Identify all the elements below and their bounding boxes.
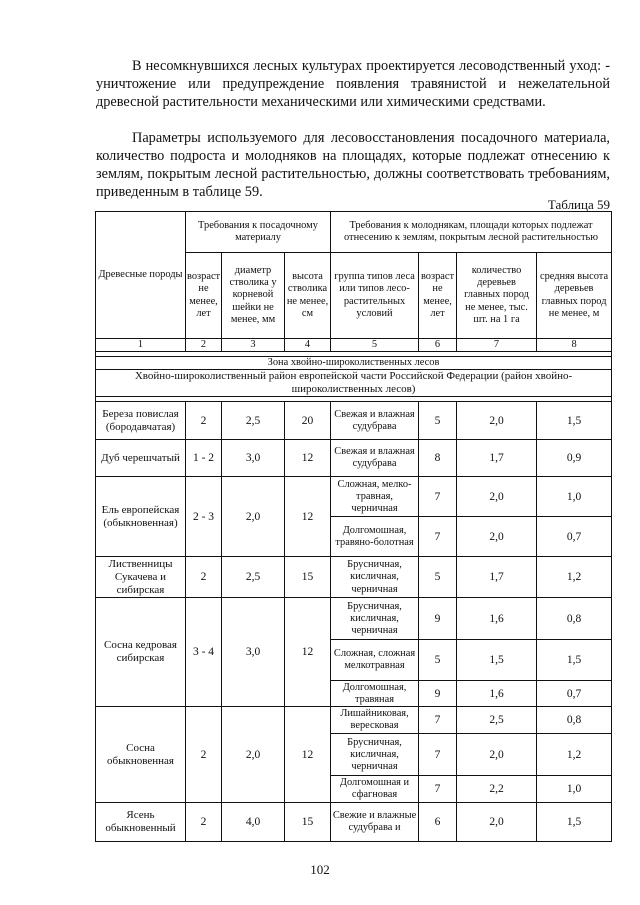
young-count: 2,0 (457, 477, 537, 517)
planting-age: 2 (186, 803, 222, 842)
young-height: 0,7 (537, 517, 612, 557)
species-name: Ясень обыкновенный (96, 803, 186, 842)
header-group-planting: Требования к посадочному материалу (186, 212, 331, 253)
planting-age: 1 - 2 (186, 440, 222, 477)
requirements-table (95, 211, 612, 842)
species-name: Дуб черешчатый (96, 440, 186, 477)
forest-type: Лишайниковая, вересковая (331, 707, 419, 734)
young-height: 1,5 (537, 640, 612, 681)
young-count: 2,2 (457, 776, 537, 803)
column-number: 1 (96, 339, 186, 352)
young-count: 2,0 (457, 734, 537, 776)
young-height: 1,2 (537, 734, 612, 776)
young-height: 1,5 (537, 803, 612, 842)
planting-diameter: 2,5 (222, 402, 285, 440)
header-col-7: количество деревьев главных пород не менее, тыс. шт. на 1 га (457, 253, 537, 339)
table-row (96, 707, 612, 734)
young-height: 0,8 (537, 707, 612, 734)
intro-paragraph-2 (96, 129, 610, 201)
column-number: 4 (285, 339, 331, 352)
young-age: 5 (419, 402, 457, 440)
forest-type: Долгомошная и сфагновая (331, 776, 419, 803)
forest-type: Долгомошная, травяная (331, 681, 419, 707)
young-count: 2,0 (457, 803, 537, 842)
forest-type: Брусничная, кисличная, черничная (331, 598, 419, 640)
column-number: 3 (222, 339, 285, 352)
planting-diameter: 3,0 (222, 598, 285, 707)
intro-paragraph-1-text: В несомкнувшихся лесных культурах проектируется лесоводственный уход: - уничтожение или предупреждение появления травянистой и нежелательной древесной растительности механическими или химическими средствами. (96, 58, 610, 110)
forest-type: Свежая и влажная судубрава (331, 402, 419, 440)
young-count: 2,5 (457, 707, 537, 734)
zone-title: Зона хвойно-широколиственных лесов (96, 357, 612, 370)
planting-height: 12 (285, 598, 331, 707)
header-col-8: средняя высота деревьев главных пород не менее, м (537, 253, 612, 339)
young-age: 6 (419, 803, 457, 842)
header-col-2: возраст не менее, лет (186, 253, 222, 339)
column-number: 2 (186, 339, 222, 352)
young-age: 7 (419, 776, 457, 803)
table-body (96, 352, 612, 842)
young-age: 7 (419, 517, 457, 557)
young-age: 7 (419, 477, 457, 517)
young-height: 0,8 (537, 598, 612, 640)
header-group-young: Требования к молоднякам, площади которых подлежат отнесению к землям, покрытым лесной растительностью (331, 212, 612, 253)
planting-height: 12 (285, 707, 331, 803)
planting-diameter: 2,5 (222, 557, 285, 598)
forest-type: Сложная, сложная мелкотравная (331, 640, 419, 681)
species-name: Береза повислая (бородавчатая) (96, 402, 186, 440)
header-species: Древесные породы (96, 212, 186, 339)
species-name: Сосна обыкновенная (96, 707, 186, 803)
forest-type: Долгомошная, травяно-болотная (331, 517, 419, 557)
planting-diameter: 4,0 (222, 803, 285, 842)
planting-diameter: 2,0 (222, 477, 285, 557)
young-height: 1,2 (537, 557, 612, 598)
young-count: 1,5 (457, 640, 537, 681)
young-height: 1,0 (537, 477, 612, 517)
planting-height: 20 (285, 402, 331, 440)
forest-type: Свежие и влажные судубрава и (331, 803, 419, 842)
planting-age: 2 (186, 707, 222, 803)
header-col-6: возраст не менее, лет (419, 253, 457, 339)
column-number: 5 (331, 339, 419, 352)
header-col-5: группа типов леса или типов лесо-растительных условий (331, 253, 419, 339)
intro-paragraph-2-text: Параметры используемого для лесовосстановления посадочного материала, количество подроста и молодняков на площадях, которые подлежат отнесению к землям, покрытым лесной растительностью, должны соответствовать требованиям, приведенным в таблице 59. (96, 130, 610, 200)
page-number: 102 (310, 862, 330, 877)
forest-type: Брусничная, кисличная, черничная (331, 557, 419, 598)
column-number: 8 (537, 339, 612, 352)
species-name: Ель европейская (обыкновенная) (96, 477, 186, 557)
column-number: 7 (457, 339, 537, 352)
table-row (96, 402, 612, 440)
planting-diameter: 3,0 (222, 440, 285, 477)
table-row (96, 598, 612, 640)
young-count: 2,0 (457, 402, 537, 440)
header-col-4: высота стволика не менее, см (285, 253, 331, 339)
young-age: 9 (419, 681, 457, 707)
young-height: 0,9 (537, 440, 612, 477)
region-title: Хвойно-широколиственный район европейской части Российской Федерации (район хвойно-широколиственных лесов) (96, 370, 612, 397)
forest-type: Сложная, мелко-травная, черничная (331, 477, 419, 517)
column-number: 6 (419, 339, 457, 352)
column-number-row (96, 339, 612, 352)
header-col-3: диаметр стволика у корневой шейки не менее, мм (222, 253, 285, 339)
young-count: 1,7 (457, 557, 537, 598)
young-count: 1,7 (457, 440, 537, 477)
young-age: 7 (419, 707, 457, 734)
species-name: Лиственницы Сукачева и сибирская (96, 557, 186, 598)
planting-age: 2 - 3 (186, 477, 222, 557)
planting-age: 2 (186, 402, 222, 440)
young-age: 8 (419, 440, 457, 477)
table-row (96, 803, 612, 842)
planting-age: 2 (186, 557, 222, 598)
young-height: 1,5 (537, 402, 612, 440)
young-age: 7 (419, 734, 457, 776)
table-row (96, 557, 612, 598)
young-age: 5 (419, 557, 457, 598)
forest-type: Брусничная, кисличная, черничная (331, 734, 419, 776)
planting-height: 12 (285, 477, 331, 557)
table-caption: Таблица 59 (547, 197, 610, 212)
planting-age: 3 - 4 (186, 598, 222, 707)
young-count: 2,0 (457, 517, 537, 557)
intro-paragraph-1 (96, 57, 610, 111)
table-header (96, 212, 612, 352)
young-count: 1,6 (457, 681, 537, 707)
planting-diameter: 2,0 (222, 707, 285, 803)
young-height: 0,7 (537, 681, 612, 707)
table-row (96, 440, 612, 477)
table-row (96, 477, 612, 517)
forest-type: Свежая и влажная судубрава (331, 440, 419, 477)
young-height: 1,0 (537, 776, 612, 803)
planting-height: 15 (285, 557, 331, 598)
species-name: Сосна кедровая сибирская (96, 598, 186, 707)
planting-height: 15 (285, 803, 331, 842)
young-age: 9 (419, 598, 457, 640)
young-count: 1,6 (457, 598, 537, 640)
young-age: 5 (419, 640, 457, 681)
planting-height: 12 (285, 440, 331, 477)
